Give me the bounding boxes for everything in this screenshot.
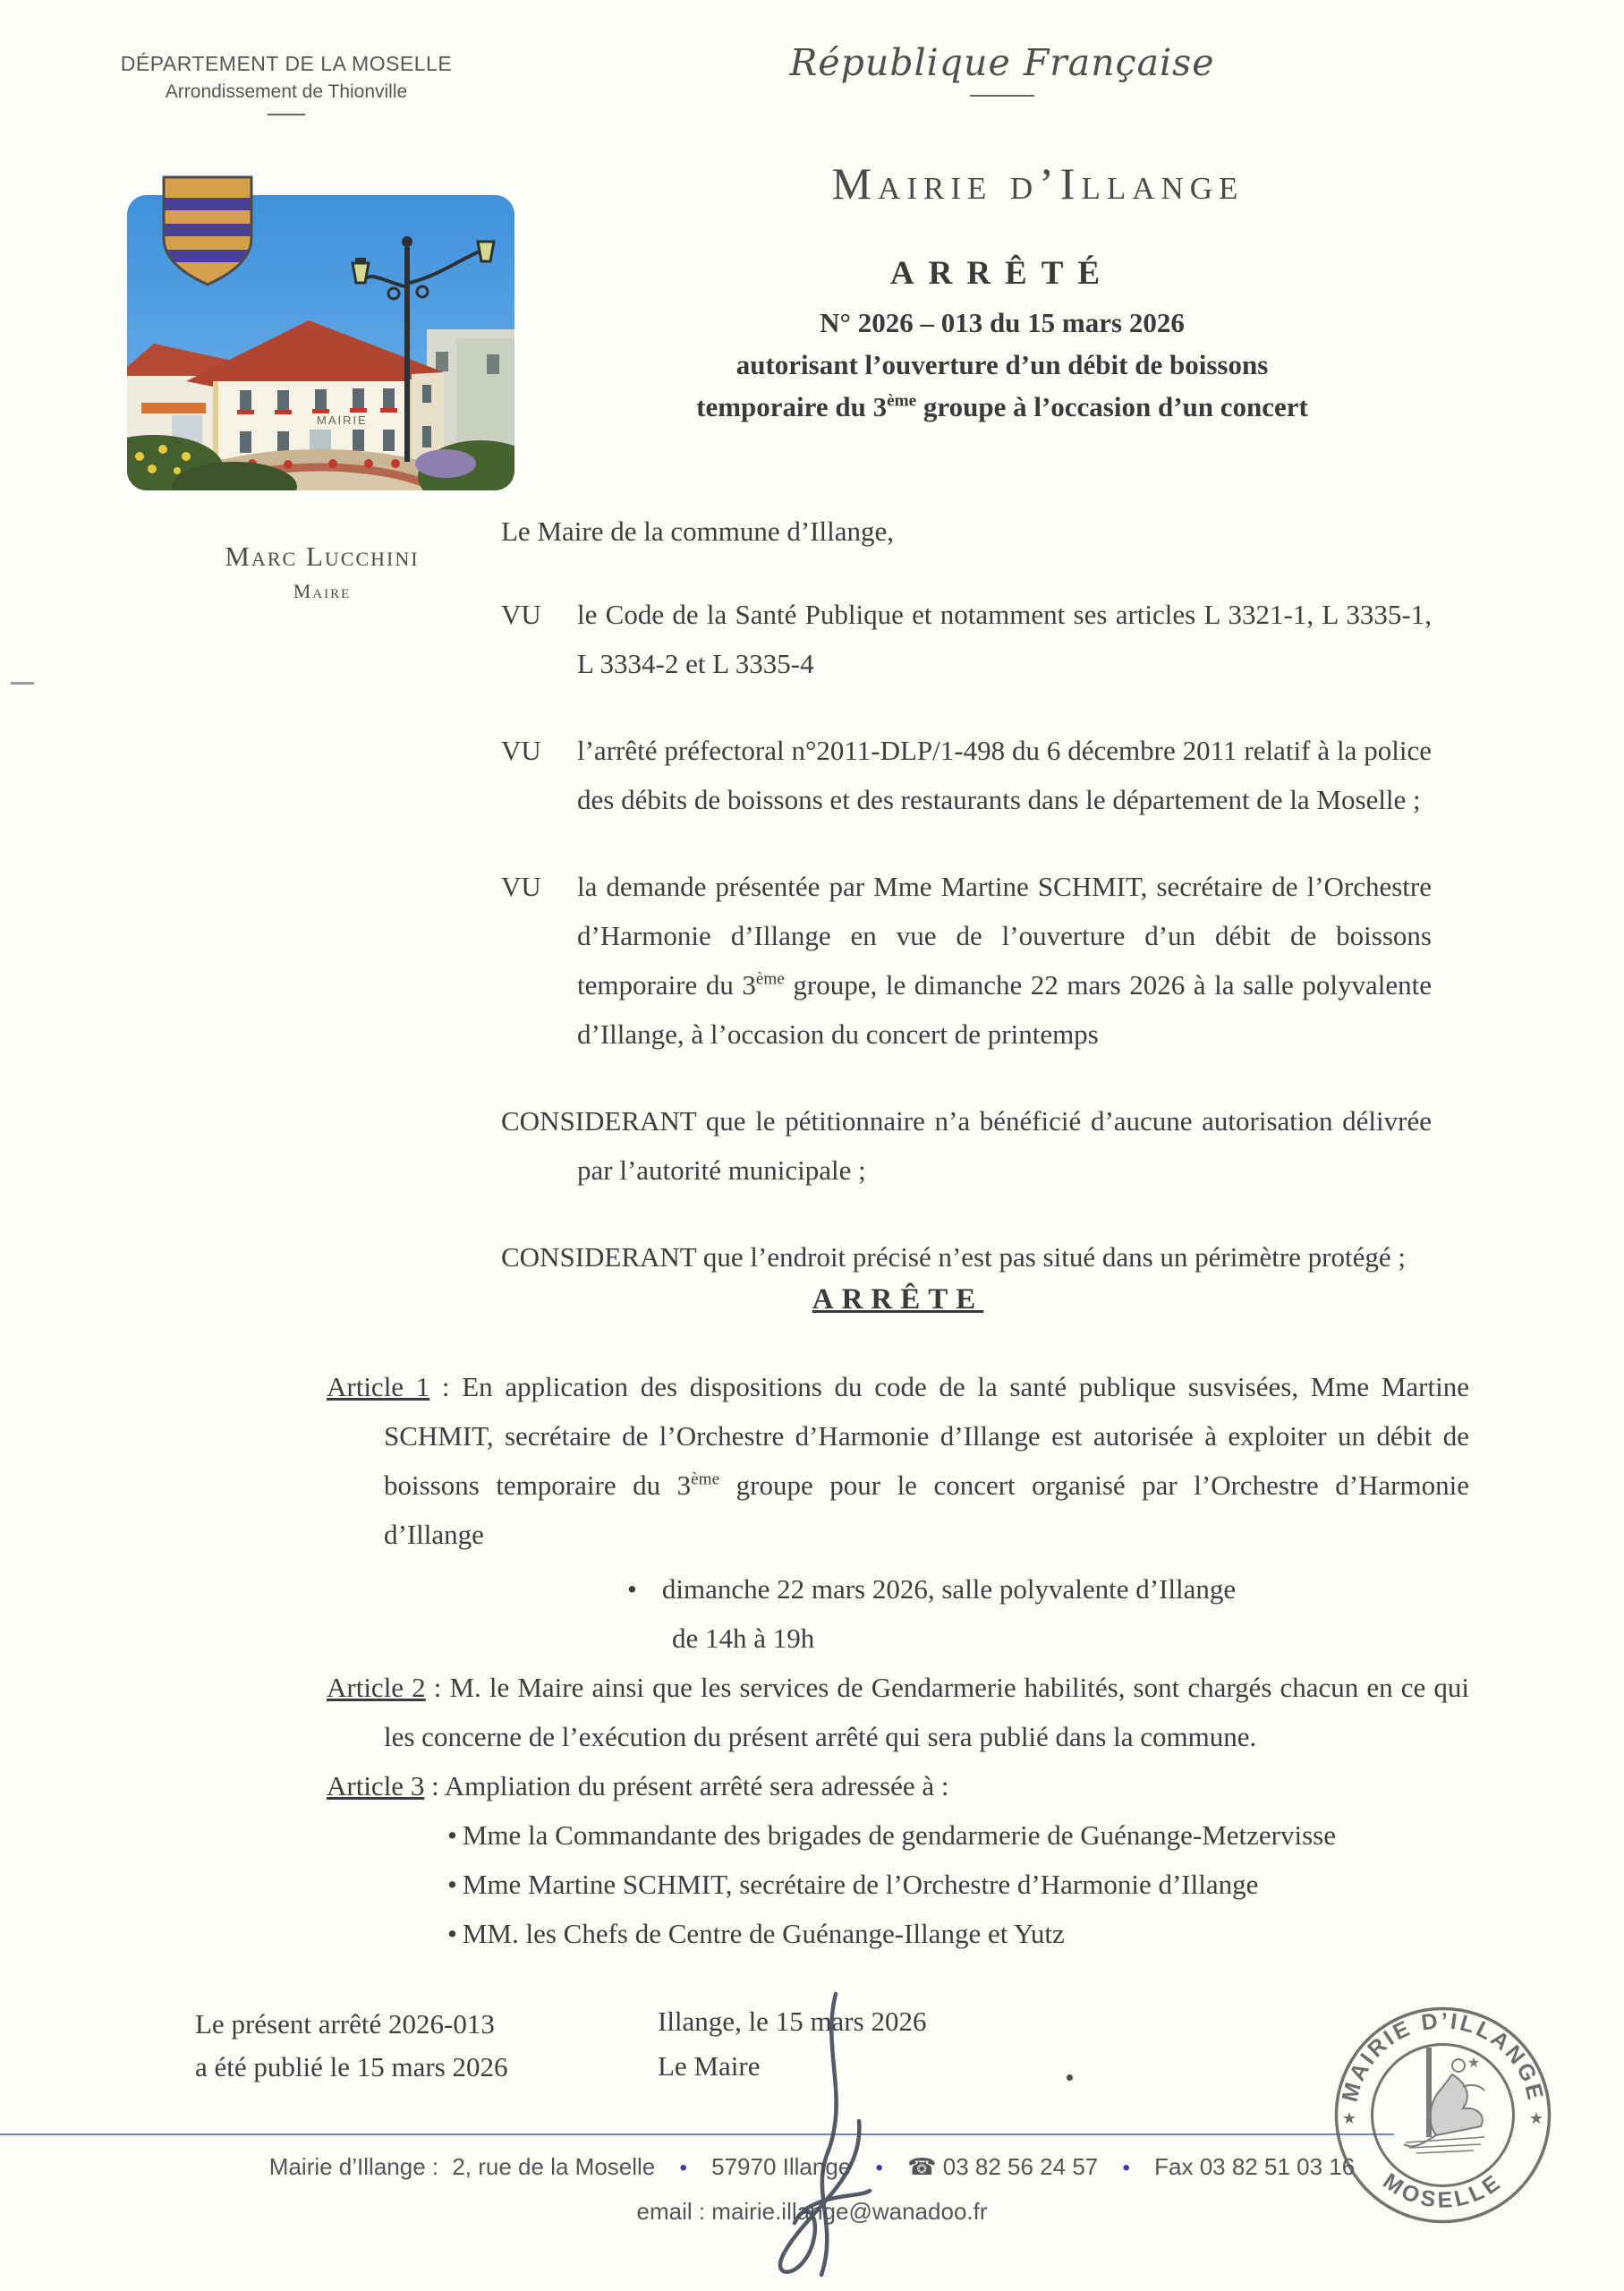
stamp-marianne-figure [1404, 2048, 1484, 2153]
footer-rule [0, 2133, 1394, 2135]
signature-dot [1067, 2074, 1073, 2081]
vu-label: VU [501, 735, 541, 766]
article-3-bullets [447, 1810, 1469, 1958]
bullet-separator-icon: • [875, 2156, 883, 2180]
republique-francaise: République Française [789, 41, 1215, 84]
publication-line-1: Le présent arrêté 2026-013 [195, 2008, 495, 2040]
bullet-separator-icon: • [679, 2156, 687, 2180]
articles-section [327, 1362, 1469, 1958]
signer-title: Le Maire [658, 2050, 761, 2082]
decree-heading: ARRÊTÉ [889, 255, 1115, 292]
municipal-stamp [1329, 2001, 1557, 2234]
bullet-text: Mme Martine SCHMIT, secrétaire de l’Orchestre d’Harmonie d’Illange [462, 1869, 1259, 1900]
decree-title-block [555, 254, 1450, 433]
vu-label: VU [501, 599, 541, 630]
coat-of-arms-icon [159, 174, 256, 288]
article-1: Article 1 : En application des dispositions du code de la santé publique susvisées, Mme Martine SCHMIT, secrétaire de l’Orchestre d’Harmonie d’Illange est autorisée à exploiter un débit de boissons temporaire du 3ème groupe pour le concert organisé par l’Orchestre d’Harmonie d’Illange [327, 1371, 1469, 1550]
bullet-icon: • [447, 1819, 457, 1851]
considerant-paragraph-2: CONSIDERANT que l’endroit précisé n’est pas situé dans un périmètre protégé ; [501, 1241, 1406, 1273]
bullet-icon: • [447, 1918, 457, 1949]
separator-dash [970, 95, 1034, 97]
signatory-title: Maire [293, 580, 352, 602]
vu-text-1: le Code de la Santé Publique et notamment ses articles L 3321-1, L 3335-1, L 3334-2 et L 3335-4 [577, 599, 1432, 679]
republique-block [626, 41, 1378, 97]
considerant-paragraph-1: CONSIDERANT que le pétitionnaire n’a bénéficié d’aucune autorisation délivrée par l’autorité municipale ; [501, 1105, 1432, 1186]
bullet-line [447, 1810, 1469, 1860]
handwritten-signature [750, 1987, 902, 2287]
bullet-line [627, 1564, 1469, 1614]
building-sign: MAIRIE [317, 413, 368, 427]
intro-line: Le Maire de la commune d’Illange, [501, 515, 894, 547]
article-3: Article 3 : Ampliation du présent arrêté sera adressée à : [327, 1770, 949, 1801]
vu-paragraph-3 [501, 862, 1432, 1059]
decree-subject-line2: temporaire du 3ème groupe à l’occasion d’un concert [696, 391, 1308, 422]
bullet-continuation: de 14h à 19h [672, 1622, 815, 1654]
vu-text-2: l’arrêté préfectoral n°2011-DLP/1-498 du 6 décembre 2011 relatif à la police des débits de boissons et des restaurants dans le département de la Moselle ; [577, 735, 1432, 815]
footer-fax: Fax 03 82 51 03 16 [1154, 2153, 1356, 2180]
scan-artifact-dash [11, 682, 34, 685]
article-1-bullets [627, 1564, 1469, 1663]
department-block [89, 52, 483, 115]
publication-line-2: a été publié le 15 mars 2026 [195, 2051, 508, 2082]
bullet-line [447, 1909, 1469, 1958]
bullet-line [447, 1860, 1469, 1909]
footer-city: 57970 Illange [711, 2153, 852, 2180]
decree-body [501, 507, 1432, 1319]
bullet-text: dimanche 22 mars 2026, salle polyvalente d’Illange [661, 1573, 1237, 1605]
bullet-icon: • [627, 1573, 637, 1605]
stamp-top-text: MAIRIE D’ILLANGE [1337, 2008, 1549, 2105]
mairie-title: Mairie d’Illange [831, 158, 1245, 209]
bullet-icon: • [447, 1869, 457, 1900]
svg-text:★: ★ [1467, 2054, 1481, 2071]
arrondissement: Arrondissement de Thionville [165, 81, 408, 102]
vu-text-3: la demande présentée par Mme Martine SCHMIT, secrétaire de l’Orchestre d’Harmonie d’Illange en vue de l’ouverture d’un débit de boissons temporaire du 3ème groupe, le dimanche 22 mars 2026 à la salle polyvalente d’Illange, à l’occasion du concert de printemps [577, 871, 1432, 1050]
separator-dash [268, 114, 305, 115]
stamp-bottom-text: MOSELLE [1378, 2168, 1508, 2213]
svg-text:MOSELLE [1378, 2168, 1507, 2213]
footer-email: email : mairie.illange@wanadoo.fr [636, 2198, 988, 2225]
arrete-section-heading: ARRÊTE [812, 1283, 984, 1316]
signatory-block [130, 541, 514, 603]
vu-paragraph-2 [501, 726, 1432, 824]
bullet-text: Mme la Commandante des brigades de gendarmerie de Guénange-Metzervisse [462, 1819, 1336, 1851]
department-name: DÉPARTEMENT DE LA MOSELLE [120, 52, 453, 75]
footer-phone: ☎ 03 82 56 24 57 [907, 2153, 1099, 2180]
article-2: Article 2 : M. le Maire ainsi que les services de Gendarmerie habilités, sont chargés chacun en ce qui les concerne de l’exécution du présent arrêté qui sera publié dans la commune. [327, 1672, 1469, 1752]
stamp-star-right-icon: ★ [1528, 2109, 1544, 2128]
footer-name: Mairie d’Illange : [268, 2153, 439, 2180]
place-date: Illange, le 15 mars 2026 [658, 2006, 927, 2037]
decree-subject-line1: autorisant l’ouverture d’un débit de boissons [735, 349, 1269, 380]
bullet-text: MM. les Chefs de Centre de Guénange-Illange et Yutz [462, 1918, 1065, 1949]
stamp-star-left-icon: ★ [1341, 2109, 1357, 2128]
bullet-separator-icon: • [1122, 2156, 1130, 2180]
signatory-name: Marc Lucchini [225, 541, 420, 572]
decree-number: N° 2026 – 013 du 15 mars 2026 [820, 307, 1185, 338]
publication-note [195, 2003, 508, 2089]
footer-address: 2, rue de la Moselle [452, 2153, 656, 2180]
vu-label: VU [501, 871, 541, 902]
vu-paragraph-1 [501, 590, 1432, 688]
